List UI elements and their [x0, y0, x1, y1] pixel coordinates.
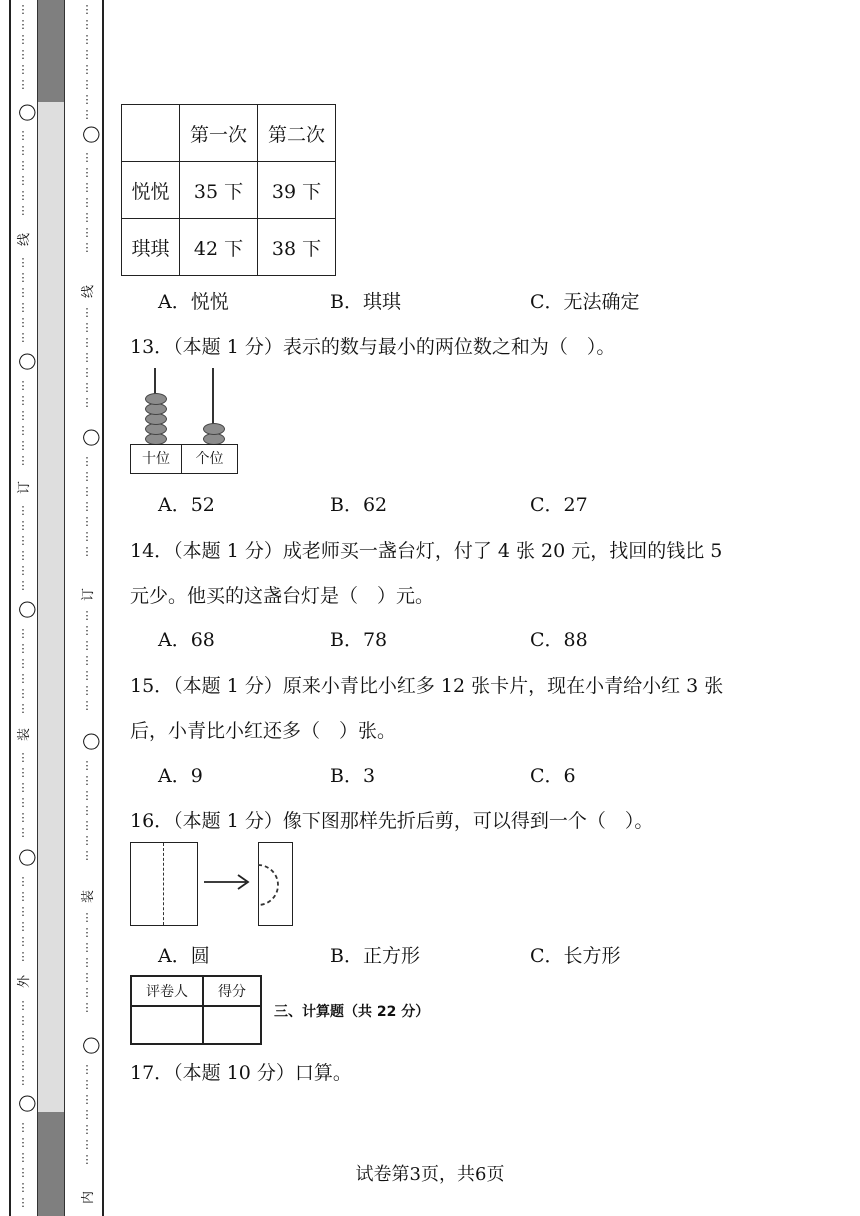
q14-option-c: C．88 [530, 629, 588, 651]
score-header: 得分 [203, 976, 261, 1006]
q16-option-b: B．正方形 [330, 945, 420, 967]
binding-circle: ◯ [16, 1094, 36, 1113]
q13-option-b: B．62 [330, 494, 388, 516]
binding-char-ding-outer: 订 [17, 480, 33, 495]
fold-line [163, 843, 164, 925]
q17-text: 17．（本题 10 分）口算。 [130, 1062, 352, 1084]
binding-circle: ◯ [80, 125, 100, 144]
binding-char-zhuang-inner: 装 [81, 889, 97, 904]
cut-semicircle-icon [257, 843, 287, 925]
binding-circle: ◯ [80, 428, 100, 447]
table-cell: 35 下 [180, 162, 258, 219]
arrow-icon [204, 870, 254, 894]
margin-line-inner [102, 0, 104, 1216]
section-heading: 三、计算题（共 22 分） [274, 1004, 430, 1020]
grader-header: 评卷人 [131, 976, 203, 1006]
paper-unfolded-figure [130, 842, 198, 926]
abacus-label-ones: 个位 [181, 444, 238, 474]
binding-char-xian-outer: 线 [17, 232, 33, 247]
table-header-cell [122, 105, 180, 162]
binding-circle: ◯ [80, 732, 100, 751]
paper-folded-figure [258, 842, 293, 926]
abacus-bead-ones [203, 423, 225, 435]
binding-circle: ◯ [16, 352, 36, 371]
q14-text-line1: 14．（本题 1 分）成老师买一盏台灯，付了 4 张 20 元，找回的钱比 5 [130, 540, 723, 562]
q13-option-a: A．52 [158, 494, 215, 516]
page-footer: 试卷第3页，共6页 [355, 1164, 505, 1185]
score-cell [203, 1006, 261, 1044]
abacus-figure [130, 368, 238, 474]
q16-option-c: C．长方形 [530, 945, 621, 967]
q15-text-line1: 15．（本题 1 分）原来小青比小红多 12 张卡片，现在小青给小红 3 张 [130, 675, 724, 697]
grader-cell [131, 1006, 203, 1044]
q12-option-c: C．无法确定 [530, 291, 640, 313]
binding-char-zhuang-outer: 装 [17, 727, 33, 742]
q15-text-line2: 后，小青比小红还多（ ）张。 [130, 720, 397, 742]
q15-option-c: C．6 [530, 765, 576, 787]
binding-char-wai: 外 [17, 974, 33, 989]
margin-dark-block-top [37, 0, 65, 102]
table-cell: 39 下 [258, 162, 336, 219]
binding-margin: ⋮ ⋮ ⋮ ⋮ ⋮ ⋮ ◯ ⋮ ⋮ ⋮ ⋮ ⋮ ⋮ 线 ⋮ ⋮ ⋮ ⋮ ⋮ ⋮ ◯ ⋮ ⋮ ⋮ ⋮ ⋮ ⋮ 订 ⋮ ⋮ ⋮ ⋮ ⋮ ⋮ ◯ ⋮ ⋮ ⋮ ⋮ ⋮ ⋮ 装 ⋮ ⋮ ⋮ ⋮ ⋮ ⋮ ◯ ⋮ ⋮ ⋮ ⋮ ⋮ ⋮ 外 ⋮ ⋮ ⋮ ⋮ ⋮ ⋮ ◯ ⋮ ⋮ ⋮ ⋮ ⋮ ⋮ ⋮ ⋮ ⋮ ⋮ ⋮ ⋮ ⋮ ⋮ ◯ ⋮ ⋮ ⋮ ⋮ ⋮ ⋮ ⋮ 线 ⋮ ⋮ ⋮ ⋮ ⋮ ⋮ ⋮ ◯ ⋮ ⋮ ⋮ ⋮ ⋮ ⋮ ⋮ 订 ⋮ ⋮ ⋮ ⋮ ⋮ ⋮ ⋮ ◯ ⋮ ⋮ ⋮ ⋮ ⋮ ⋮ ⋮ 装 ⋮ ⋮ ⋮ ⋮ ⋮ ⋮ ⋮ ◯ ⋮ ⋮ ⋮ ⋮ ⋮ ⋮ ⋮ 内 [0, 0, 104, 1216]
table-row [122, 162, 336, 219]
table-header-cell: 第二次 [258, 105, 336, 162]
binding-char-xian-inner: 线 [81, 284, 97, 299]
table-cell: 42 下 [180, 219, 258, 276]
q14-option-a: A．68 [158, 629, 215, 651]
table-header-cell: 第一次 [180, 105, 258, 162]
binding-circle: ◯ [16, 600, 36, 619]
table-row [122, 219, 336, 276]
abacus-bead-tens [145, 393, 167, 405]
table-cell: 悦悦 [122, 162, 180, 219]
q14-text-line2: 元少。他买的这盏台灯是（ ）元。 [130, 585, 435, 607]
binding-circle: ◯ [16, 848, 36, 867]
q15-option-b: B．3 [330, 765, 376, 787]
binding-circle: ◯ [80, 1036, 100, 1055]
table-cell: 琪琪 [122, 219, 180, 276]
q13-text: 13．（本题 1 分）表示的数与最小的两位数之和为（ ）。 [130, 336, 616, 358]
grader-score-table [130, 975, 262, 1045]
binding-char-nei: 内 [81, 1190, 97, 1205]
table-cell: 38 下 [258, 219, 336, 276]
binding-circle: ◯ [16, 103, 36, 122]
abacus-label-tens: 十位 [130, 444, 182, 474]
q12-option-b: B．琪琪 [330, 291, 401, 313]
q12-table [121, 104, 336, 276]
q14-option-b: B．78 [330, 629, 388, 651]
margin-line-outer [9, 0, 11, 1216]
margin-grey-strip [37, 0, 65, 1216]
q16-text: 16．（本题 1 分）像下图那样先折后剪，可以得到一个（ ）。 [130, 810, 654, 832]
q12-option-a: A．悦悦 [158, 291, 229, 313]
q16-option-a: A．圆 [158, 945, 210, 967]
q15-option-a: A．9 [158, 765, 203, 787]
q13-option-c: C．27 [530, 494, 588, 516]
binding-char-ding-inner: 订 [81, 587, 97, 602]
